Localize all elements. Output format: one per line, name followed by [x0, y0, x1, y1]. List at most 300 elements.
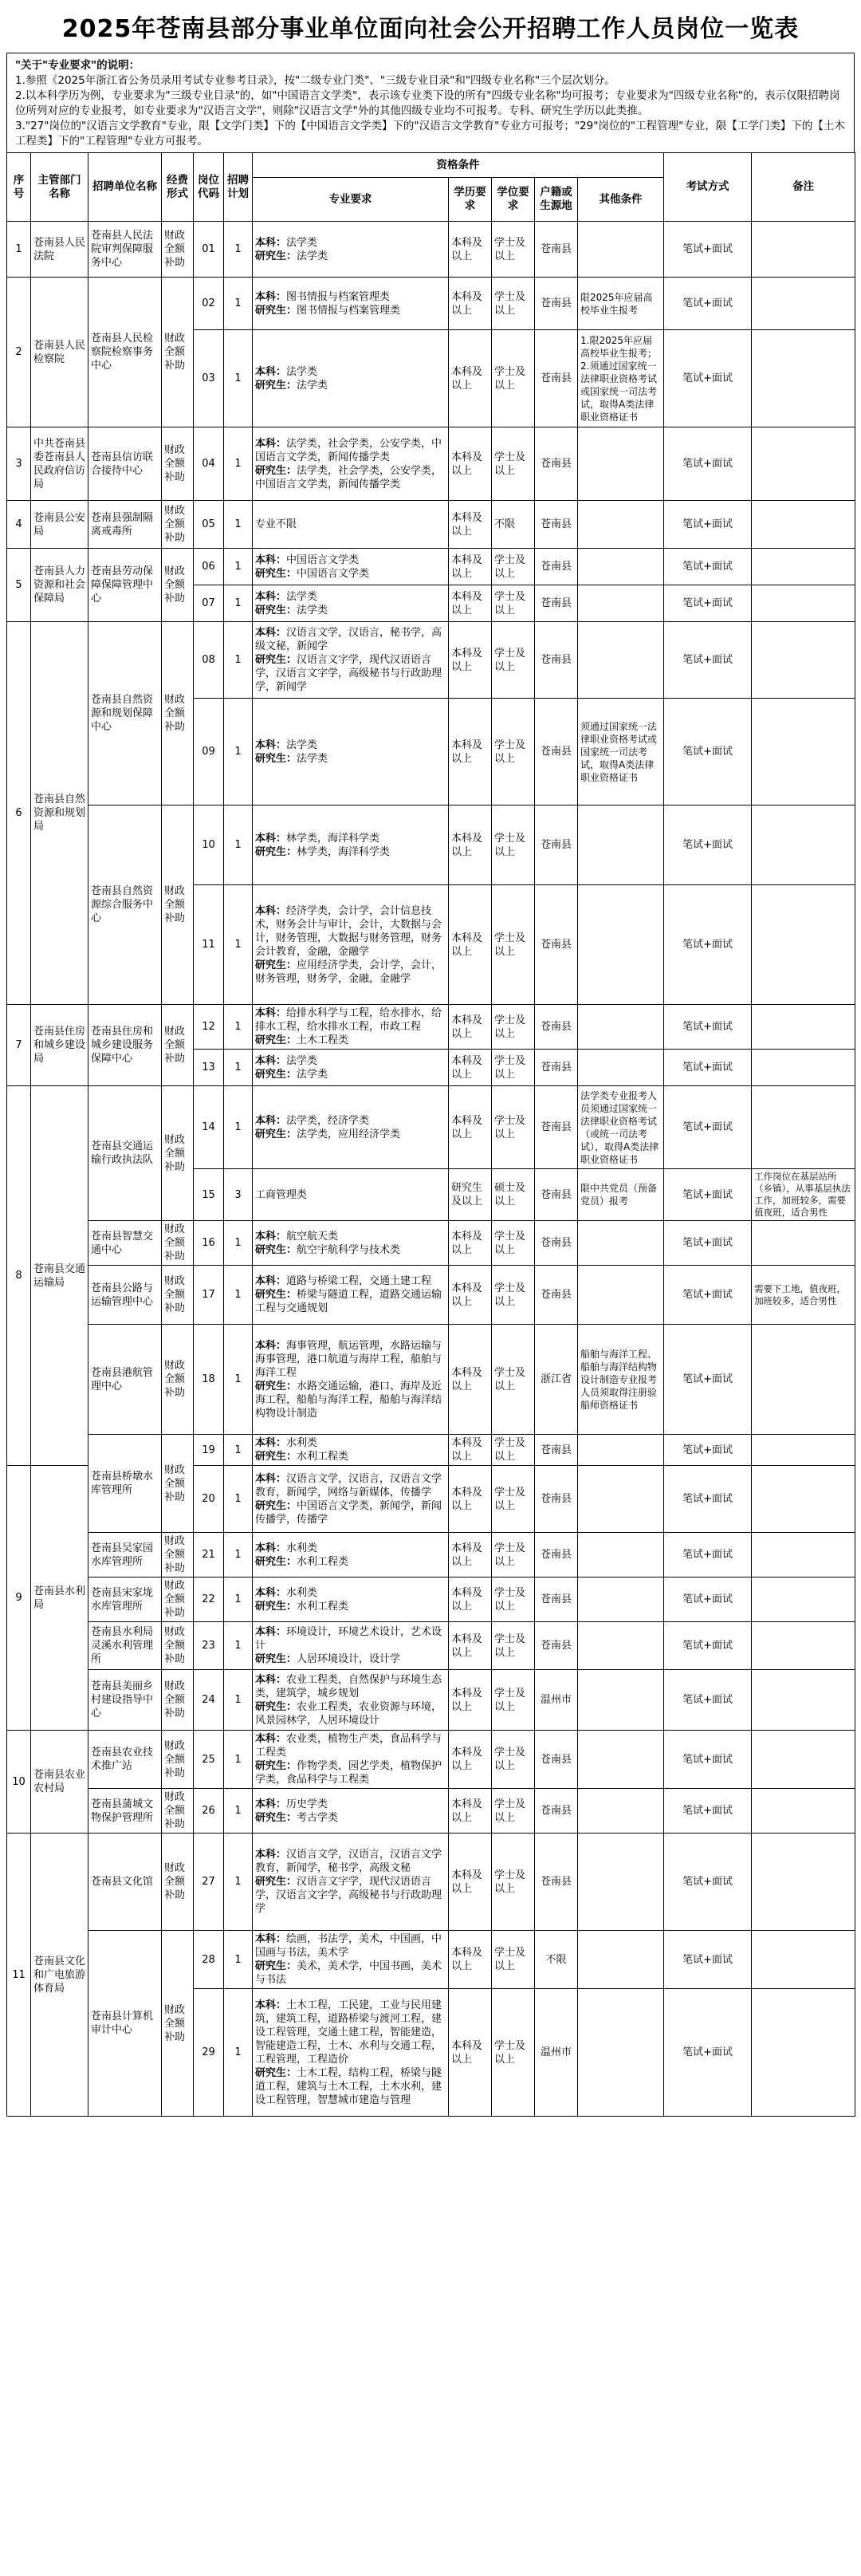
benke-text: 法学类 [286, 590, 318, 603]
hire-count: 1 [224, 1005, 253, 1050]
page-title: 2025年苍南县部分事业单位面向社会公开招聘工作人员岗位一览表 [61, 15, 800, 43]
row-seq: 11 [7, 1834, 31, 2117]
hire-count: 1 [224, 330, 253, 427]
yanjiusheng-text: 法学类 [297, 250, 328, 262]
major-benke [255, 1673, 446, 1700]
post-code: 01 [194, 222, 224, 278]
major-yanjiusheng [255, 1288, 446, 1315]
dept-name: 苍南县人民检察院 [31, 278, 88, 427]
hire-count: 1 [224, 501, 253, 549]
degree-requirement: 学士及以上 [492, 1466, 535, 1533]
edu-requirement: 本科及以上 [449, 1221, 492, 1266]
major-requirement [253, 622, 449, 699]
hire-count: 1 [224, 1931, 253, 1989]
major-requirement [253, 278, 449, 330]
edu-requirement: 本科及以上 [449, 501, 492, 549]
major-yanjiusheng [255, 1600, 446, 1613]
benke-text: 中国语言文学类 [286, 553, 360, 566]
yanjiusheng-text: 法学类 [297, 604, 328, 616]
hire-count: 1 [224, 1533, 253, 1578]
degree-requirement: 学士及以上 [492, 699, 535, 805]
hire-count: 1 [224, 585, 253, 622]
funding-type: 财政全额补助 [162, 1325, 194, 1435]
other-conditions [578, 805, 664, 885]
degree-requirement: 不限 [492, 501, 535, 549]
unit-name: 苍南县农业技术推广站 [88, 1731, 162, 1789]
benke-label: 本科： [255, 437, 287, 450]
other-conditions [578, 1578, 664, 1622]
exam-method: 笔试+面试 [664, 1989, 752, 2117]
hire-count: 1 [224, 1789, 253, 1834]
exam-method: 笔试+面试 [664, 699, 752, 805]
major-yanjiusheng [255, 1499, 446, 1526]
major-yanjiusheng [255, 1652, 446, 1666]
post-code: 29 [194, 1989, 224, 2117]
hire-count: 3 [224, 1169, 253, 1221]
post-code: 04 [194, 427, 224, 501]
benke-text: 水利类 [286, 1437, 318, 1449]
funding-type: 财政全额补助 [162, 1670, 194, 1731]
yanjiusheng-text: 土木工程，结构工程，桥梁与隧道工程，建筑与土木工程，土木水利，建设工程管理，智慧城市建造与管理 [255, 2066, 442, 2106]
table-row [7, 1533, 855, 1578]
hire-count: 1 [224, 1466, 253, 1533]
degree-requirement: 学士及以上 [492, 885, 535, 1005]
post-code: 22 [194, 1578, 224, 1622]
dept-name: 苍南县文化和广电旅游体育局 [31, 1834, 88, 2117]
exam-method: 笔试+面试 [664, 1435, 752, 1466]
unit-name: 苍南县劳动保障保障管理中心 [88, 549, 162, 622]
exam-method: 笔试+面试 [664, 1789, 752, 1834]
yanjiusheng-text: 土木工程类 [297, 1034, 349, 1046]
hukou-requirement: 苍南县 [535, 222, 578, 278]
degree-requirement: 硕士及以上 [492, 1169, 535, 1221]
major-requirement [253, 1789, 449, 1834]
yanjiusheng-text: 林学类，海洋科学类 [297, 845, 391, 858]
major-requirement [253, 1005, 449, 1050]
edu-requirement: 本科及以上 [449, 1789, 492, 1834]
hukou-requirement: 苍南县 [535, 1466, 578, 1533]
edu-requirement: 本科及以上 [449, 585, 492, 622]
benke-text: 经济学类，会计学，会计信息技术，财务会计与审计，会计，大数据与会计，财务管理，大数据与财务管理，财务会计教育，金融，金融学 [255, 904, 442, 958]
hire-count: 1 [224, 1731, 253, 1789]
post-code: 27 [194, 1834, 224, 1931]
yanjiusheng-label: 研究生： [255, 1760, 297, 1772]
major-yanjiusheng [255, 1555, 446, 1569]
degree-requirement: 学士及以上 [492, 1221, 535, 1266]
major-benke [255, 1472, 446, 1499]
yanjiusheng-text: 法学类 [297, 379, 328, 392]
other-conditions [578, 1731, 664, 1789]
post-code: 20 [194, 1466, 224, 1533]
funding-type: 财政全额补助 [162, 1789, 194, 1834]
benke-label: 本科： [255, 1586, 287, 1599]
benke-label: 本科： [255, 739, 287, 751]
table-row [7, 549, 855, 585]
major-text: 工商管理类 [255, 1188, 308, 1201]
major-requirement [253, 1989, 449, 2117]
yanjiusheng-text: 航空宇航科学与技术类 [297, 1243, 401, 1256]
degree-requirement: 学士及以上 [492, 330, 535, 427]
major-yanjiusheng [255, 1811, 446, 1825]
edu-requirement: 本科及以上 [449, 222, 492, 278]
funding-type: 财政全额补助 [162, 501, 194, 549]
other-conditions [578, 885, 664, 1005]
other-conditions [578, 585, 664, 622]
benke-text: 水利类 [286, 1542, 318, 1554]
hukou-requirement: 苍南县 [535, 805, 578, 885]
post-code: 05 [194, 501, 224, 549]
yanjiusheng-text: 水路交通运输，港口、海岸及近海工程，船舶与海洋工程，船舶与海洋结构物设计制造 [255, 1380, 442, 1420]
exam-method: 笔试+面试 [664, 1086, 752, 1169]
exam-method: 笔试+面试 [664, 1533, 752, 1578]
major-benke [255, 290, 446, 304]
yanjiusheng-text: 农业工程类，农业资源与环境，风景园林学，人居环境设计 [255, 1700, 442, 1727]
benke-label: 本科： [255, 904, 287, 917]
row-seq: 6 [7, 622, 31, 1005]
post-code: 07 [194, 585, 224, 622]
major-requirement [253, 1435, 449, 1466]
major-yanjiusheng [255, 2066, 446, 2107]
degree-requirement: 学士及以上 [492, 222, 535, 278]
degree-requirement: 学士及以上 [492, 1533, 535, 1578]
funding-type: 财政全额补助 [162, 622, 194, 805]
major-requirement [253, 427, 449, 501]
yanjiusheng-label: 研究生： [255, 1960, 297, 1972]
major-benke [255, 1625, 446, 1652]
edu-requirement: 本科及以上 [449, 699, 492, 805]
major-benke [255, 1999, 446, 2066]
benke-label: 本科： [255, 1673, 287, 1686]
benke-label: 本科： [255, 1798, 287, 1810]
table-row [7, 278, 855, 330]
post-code: 03 [194, 330, 224, 427]
row-seq: 5 [7, 549, 31, 622]
remark [752, 278, 855, 330]
post-code: 02 [194, 278, 224, 330]
yanjiusheng-text: 中国语言文学类，新闻学，新闻传播学，传播学 [255, 1499, 442, 1526]
table-row [7, 1731, 855, 1789]
post-code: 25 [194, 1731, 224, 1789]
major-yanjiusheng [255, 1450, 446, 1463]
notes-line: 3."27"岗位的"汉语言文学教育"专业，限【文学门类】下的【中国语言文学类】下的"汉语言文学教育"专业方可报考；"29"岗位的"工程管理"专业，限【工学门类】下的【土木工程类】下的"工程管理"专业方可报考。 [15, 120, 845, 148]
table-row [7, 1931, 855, 1989]
funding-type: 财政全额补助 [162, 805, 194, 1005]
major-yanjiusheng [255, 1759, 446, 1786]
unit-name: 苍南县交通运输行政执法队 [88, 1086, 162, 1221]
major-requirement [253, 1578, 449, 1622]
major-benke [255, 1114, 446, 1128]
major-yanjiusheng [255, 1700, 446, 1727]
major-yanjiusheng [255, 1128, 446, 1141]
yanjiusheng-label: 研究生： [255, 1700, 297, 1713]
major-yanjiusheng [255, 845, 446, 859]
hire-count: 1 [224, 622, 253, 699]
other-conditions: 限中共党员（预备党员）报考 [578, 1169, 664, 1221]
funding-type: 财政全额补助 [162, 1005, 194, 1086]
benke-label: 本科： [255, 365, 287, 378]
other-conditions [578, 1931, 664, 1989]
remark [752, 330, 855, 427]
remark [752, 1005, 855, 1050]
edu-requirement: 研究生及以上 [449, 1169, 492, 1221]
hire-count: 1 [224, 1435, 253, 1466]
major-requirement [253, 330, 449, 427]
header-exam: 考试方式 [664, 153, 752, 222]
yanjiusheng-label: 研究生： [255, 1555, 297, 1568]
edu-requirement: 本科及以上 [449, 1989, 492, 2117]
table-body [7, 222, 855, 2117]
hire-count: 1 [224, 1325, 253, 1435]
major-yanjiusheng [255, 752, 446, 766]
table-row [7, 1578, 855, 1622]
degree-requirement: 学士及以上 [492, 1325, 535, 1435]
yanjiusheng-text: 美术，美术学，中国书画，美术与书法 [255, 1960, 442, 1986]
yanjiusheng-text: 作物学类，园艺学类，植物保护学类，食品科学与工程类 [255, 1760, 442, 1786]
exam-method: 笔试+面试 [664, 330, 752, 427]
edu-requirement: 本科及以上 [449, 1435, 492, 1466]
remark [752, 1533, 855, 1578]
unit-name: 苍南县美丽乡村建设指导中心 [88, 1670, 162, 1731]
benke-label: 本科： [255, 1733, 287, 1745]
row-seq: 7 [7, 1005, 31, 1086]
major-benke [255, 739, 446, 752]
unit-name: 苍南县计算机审计中心 [88, 1931, 162, 2117]
benke-label: 本科： [255, 290, 287, 303]
header-funding: 经费形式 [162, 153, 194, 222]
benke-label: 本科： [255, 1437, 287, 1449]
yanjiusheng-label: 研究生： [255, 1068, 297, 1081]
major-yanjiusheng [255, 250, 446, 263]
edu-requirement: 本科及以上 [449, 1005, 492, 1050]
benke-label: 本科： [255, 1626, 287, 1638]
remark [752, 222, 855, 278]
benke-text: 农业工程类，自然保护与环境生态类，建筑学，城乡规划 [255, 1673, 442, 1700]
remark [752, 1834, 855, 1931]
post-code: 08 [194, 622, 224, 699]
benke-text: 环境设计，环境艺术设计，艺术设计 [255, 1626, 442, 1652]
exam-method: 笔试+面试 [664, 1731, 752, 1789]
yanjiusheng-text: 图书情报与档案管理类 [297, 304, 401, 317]
funding-type: 财政全额补助 [162, 1533, 194, 1578]
degree-requirement: 学士及以上 [492, 1050, 535, 1086]
hire-count: 1 [224, 805, 253, 885]
benke-label: 本科： [255, 1849, 287, 1861]
yanjiusheng-label: 研究生： [255, 1034, 297, 1046]
yanjiusheng-label: 研究生： [255, 1128, 297, 1140]
major-requirement [253, 1834, 449, 1931]
header-degree: 学位要求 [492, 178, 535, 222]
exam-method: 笔试+面试 [664, 427, 752, 501]
degree-requirement: 学士及以上 [492, 1731, 535, 1789]
yanjiusheng-label: 研究生： [255, 304, 297, 317]
yanjiusheng-label: 研究生： [255, 1600, 297, 1613]
funding-type: 财政全额补助 [162, 1086, 194, 1221]
hukou-requirement: 浙江省 [535, 1325, 578, 1435]
major-requirement [253, 1221, 449, 1266]
benke-text: 法学类，经济学类 [286, 1114, 370, 1127]
edu-requirement: 本科及以上 [449, 1325, 492, 1435]
other-conditions [578, 622, 664, 699]
major-benke [255, 1230, 446, 1243]
yanjiusheng-text: 水利工程类 [297, 1600, 349, 1613]
major-yanjiusheng [255, 567, 446, 581]
table-row [7, 1789, 855, 1834]
edu-requirement: 本科及以上 [449, 1834, 492, 1931]
remark: 需要下工地，值夜班，加班较多，适合男性 [752, 1266, 855, 1325]
other-conditions: 须通过国家统一法律职业资格考试或国家统一司法考试，取得A类法律职业资格证书 [578, 699, 664, 805]
degree-requirement: 学士及以上 [492, 1789, 535, 1834]
major-requirement [253, 1086, 449, 1169]
major-benke [255, 1542, 446, 1555]
major-benke [255, 1006, 446, 1034]
unit-name: 苍南县公路与运输管理中心 [88, 1266, 162, 1325]
row-seq: 9 [7, 1466, 31, 1731]
post-code: 13 [194, 1050, 224, 1086]
other-conditions [578, 427, 664, 501]
other-conditions [578, 1989, 664, 2117]
table-row [7, 1221, 855, 1266]
major-requirement [253, 1325, 449, 1435]
exam-method: 笔试+面试 [664, 1050, 752, 1086]
major-requirement [253, 1050, 449, 1086]
table-row [7, 427, 855, 501]
other-conditions [578, 1435, 664, 1466]
post-code: 19 [194, 1435, 224, 1466]
hukou-requirement: 苍南县 [535, 1050, 578, 1086]
major-yanjiusheng [255, 1380, 446, 1420]
funding-type: 财政全额补助 [162, 1266, 194, 1325]
yanjiusheng-label: 研究生： [255, 1811, 297, 1824]
header-other: 其他条件 [578, 178, 664, 222]
funding-type: 财政全额补助 [162, 427, 194, 501]
benke-text: 航空航天类 [286, 1230, 339, 1243]
benke-text: 图书情报与档案管理类 [286, 290, 391, 303]
other-conditions [578, 1622, 664, 1670]
edu-requirement: 本科及以上 [449, 1533, 492, 1578]
benke-text: 给排水科学与工程，给水排水，给排水工程，给水排水工程，市政工程 [255, 1007, 442, 1033]
major-requirement [253, 549, 449, 585]
yanjiusheng-text: 汉语言文字学，现代汉语语言学，汉语言文字学，高级秘书与行政助理学，新闻学 [255, 654, 442, 693]
major-benke [255, 1586, 446, 1600]
hire-count: 1 [224, 427, 253, 501]
benke-text: 汉语言文学，汉语言，汉语言文学教育，新闻学，网络与新媒体，传播学 [255, 1472, 442, 1499]
unit-name: 苍南县宋家垅水库管理所 [88, 1578, 162, 1622]
table-row [7, 1266, 855, 1325]
post-code: 21 [194, 1533, 224, 1578]
funding-type: 财政全额补助 [162, 1834, 194, 1931]
benke-text: 道路与桥梁工程，交通土建工程 [286, 1275, 432, 1287]
post-code: 15 [194, 1169, 224, 1221]
hukou-requirement: 苍南县 [535, 585, 578, 622]
edu-requirement: 本科及以上 [449, 1050, 492, 1086]
yanjiusheng-text: 法学类，社会学类，公安学类，中国语言文学类，新闻传播学类 [255, 464, 442, 490]
unit-name: 苍南县桥墩水库管理所 [88, 1435, 162, 1533]
header-major: 专业要求 [253, 178, 449, 222]
row-seq: 4 [7, 501, 31, 549]
edu-requirement: 本科及以上 [449, 1731, 492, 1789]
remark [752, 805, 855, 885]
post-code: 16 [194, 1221, 224, 1266]
table-row [7, 1005, 855, 1050]
major-benke [255, 1274, 446, 1288]
major-yanjiusheng [255, 379, 446, 392]
benke-label: 本科： [255, 1933, 287, 1945]
unit-name: 苍南县人民检察院检察事务中心 [88, 278, 162, 427]
yanjiusheng-label: 研究生： [255, 1499, 297, 1512]
hire-count: 1 [224, 222, 253, 278]
yanjiusheng-text: 法学类 [297, 1068, 328, 1081]
benke-label: 本科： [255, 1114, 287, 1127]
major-yanjiusheng [255, 1875, 446, 1916]
major-benke [255, 832, 446, 845]
remark [752, 1578, 855, 1622]
table-row [7, 1670, 855, 1731]
yanjiusheng-text: 中国语言文学类 [297, 567, 370, 580]
major-benke [255, 1932, 446, 1960]
major-requirement [253, 501, 449, 549]
benke-label: 本科： [255, 832, 287, 845]
dept-name: 苍南县农业农村局 [31, 1731, 88, 1834]
row-seq: 3 [7, 427, 31, 501]
row-seq: 1 [7, 222, 31, 278]
table-row [7, 1325, 855, 1435]
other-conditions [578, 1670, 664, 1731]
remark [752, 1622, 855, 1670]
remark [752, 1670, 855, 1731]
major-requirement [253, 1670, 449, 1731]
exam-method: 笔试+面试 [664, 1670, 752, 1731]
benke-label: 本科： [255, 236, 287, 249]
hire-count: 1 [224, 1050, 253, 1086]
other-conditions: 1.限2025年应届高校毕业生报考；2.须通过国家统一法律职业资格考试或国家统一司法考试，取得A类法律职业资格证书 [578, 330, 664, 427]
row-seq: 10 [7, 1731, 31, 1834]
major-requirement [253, 222, 449, 278]
yanjiusheng-label: 研究生： [255, 654, 297, 666]
benke-label: 本科： [255, 627, 287, 639]
hukou-requirement: 苍南县 [535, 1005, 578, 1050]
degree-requirement: 学士及以上 [492, 1670, 535, 1731]
hukou-requirement: 苍南县 [535, 885, 578, 1005]
major-requirement [253, 1169, 449, 1221]
hire-count: 1 [224, 699, 253, 805]
exam-method: 笔试+面试 [664, 549, 752, 585]
major-benke [255, 1054, 446, 1068]
post-code: 12 [194, 1005, 224, 1050]
benke-text: 法学类，社会学类，公安学类，中国语言文学类，新闻传播学类 [255, 437, 442, 463]
exam-method: 笔试+面试 [664, 585, 752, 622]
post-code: 28 [194, 1931, 224, 1989]
hire-count: 1 [224, 1622, 253, 1670]
major-requirement [253, 885, 449, 1005]
yanjiusheng-label: 研究生： [255, 1289, 297, 1301]
degree-requirement: 学士及以上 [492, 1435, 535, 1466]
exam-method: 笔试+面试 [664, 1466, 752, 1533]
dept-name: 苍南县自然资源和规划局 [31, 622, 88, 1005]
exam-method: 笔试+面试 [664, 1266, 752, 1325]
hukou-requirement: 苍南县 [535, 1578, 578, 1622]
benke-label: 本科： [255, 553, 287, 566]
major-benke [255, 1732, 446, 1759]
remark [752, 1050, 855, 1086]
other-conditions [578, 1834, 664, 1931]
yanjiusheng-label: 研究生： [255, 1451, 297, 1463]
other-conditions [578, 1221, 664, 1266]
hire-count: 1 [224, 1670, 253, 1731]
post-code: 14 [194, 1086, 224, 1169]
edu-requirement: 本科及以上 [449, 1578, 492, 1622]
major-benke [255, 1848, 446, 1875]
other-conditions: 船舶与海洋工程、船舶与海洋结构物设计制造专业报考人员须取得注册验船师资格证书 [578, 1325, 664, 1435]
